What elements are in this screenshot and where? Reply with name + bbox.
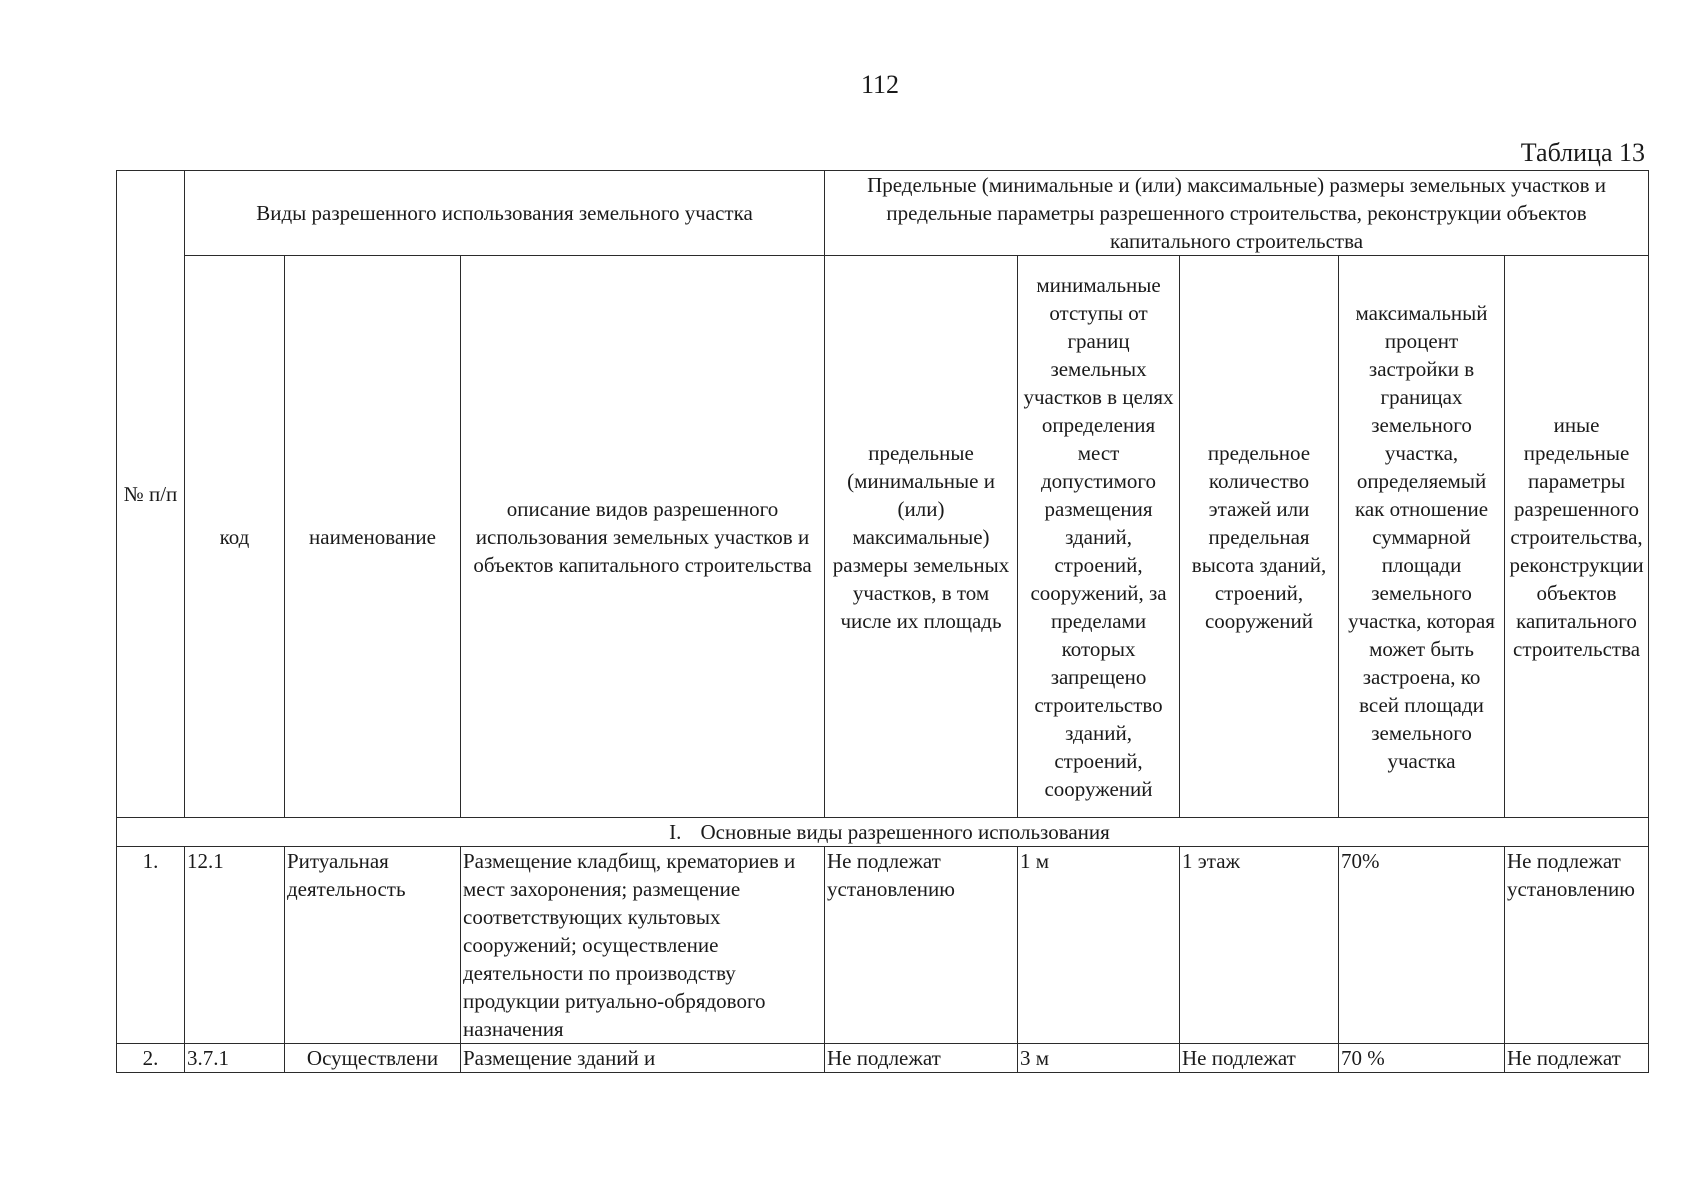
row-description: Размещение зданий и [461,1044,825,1073]
row-floors: 1 этаж [1180,847,1339,1044]
row-num: 2. [117,1044,185,1073]
row-setback: 3 м [1018,1044,1180,1073]
section-title [117,818,1649,847]
header-row-group [117,171,1649,256]
table-row [117,847,1649,1044]
header-row-columns [117,256,1649,818]
header-group-right: Предельные (минимальные и (или) максимальные) размеры земельных участков и предельные параметры разрешенного строительства, реконструкции объектов капитального строительства [825,171,1649,256]
row-other: Не подлежат установлению [1505,847,1649,1044]
row-coverage: 70% [1339,847,1505,1044]
row-description: Размещение кладбищ, крематориев и мест захоронения; размещение соответствующих культовых сооружений; осуществление деятельности по производству продукции ритуально-обрядового назначения [461,847,825,1044]
header-description: описание видов разрешенного использования земельных участков и объектов капитального строительства [461,256,825,818]
header-coverage: максимальный процент застройки в границах земельного участка, определяемый как отношение суммарной площади земельного участка, которая может быть застроена, ко всей площади земельного участка [1339,256,1505,818]
header-setback: минимальные отступы от границ земельных участков в целях определения мест допустимого размещения зданий, строений, сооружений, за пределами которых запрещено строительство зданий, строений, сооружений [1018,256,1180,818]
regulations-table [116,170,1649,1073]
header-num: № п/п [117,171,185,818]
header-other: иные предельные параметры разрешенного строительства, реконструкции объектов капитального строительства [1505,256,1649,818]
row-size: Не подлежат установлению [825,847,1018,1044]
row-size: Не подлежат [825,1044,1018,1073]
section-text: Основные виды разрешенного использования [700,820,1110,844]
section-row [117,818,1649,847]
row-name: Осуществлени [285,1044,461,1073]
header-size: предельные (минимальные и (или) максимальные) размеры земельных участков, в том числе их площадь [825,256,1018,818]
table-row [117,1044,1649,1073]
header-code: код [185,256,285,818]
page-number: 112 [860,70,900,99]
row-setback: 1 м [1018,847,1180,1044]
header-floors: предельное количество этажей или предельная высота зданий, строений, сооружений [1180,256,1339,818]
header-group-left: Виды разрешенного использования земельного участка [185,171,825,256]
row-code: 12.1 [185,847,285,1044]
row-other: Не подлежат [1505,1044,1649,1073]
table-caption: Таблица 13 [1520,138,1645,167]
row-num: 1. [117,847,185,1044]
section-roman: I. [669,820,682,844]
row-name: Ритуальная деятельность [285,847,461,1044]
row-coverage: 70 % [1339,1044,1505,1073]
header-name: наименование [285,256,461,818]
row-code: 3.7.1 [185,1044,285,1073]
row-floors: Не подлежат [1180,1044,1339,1073]
